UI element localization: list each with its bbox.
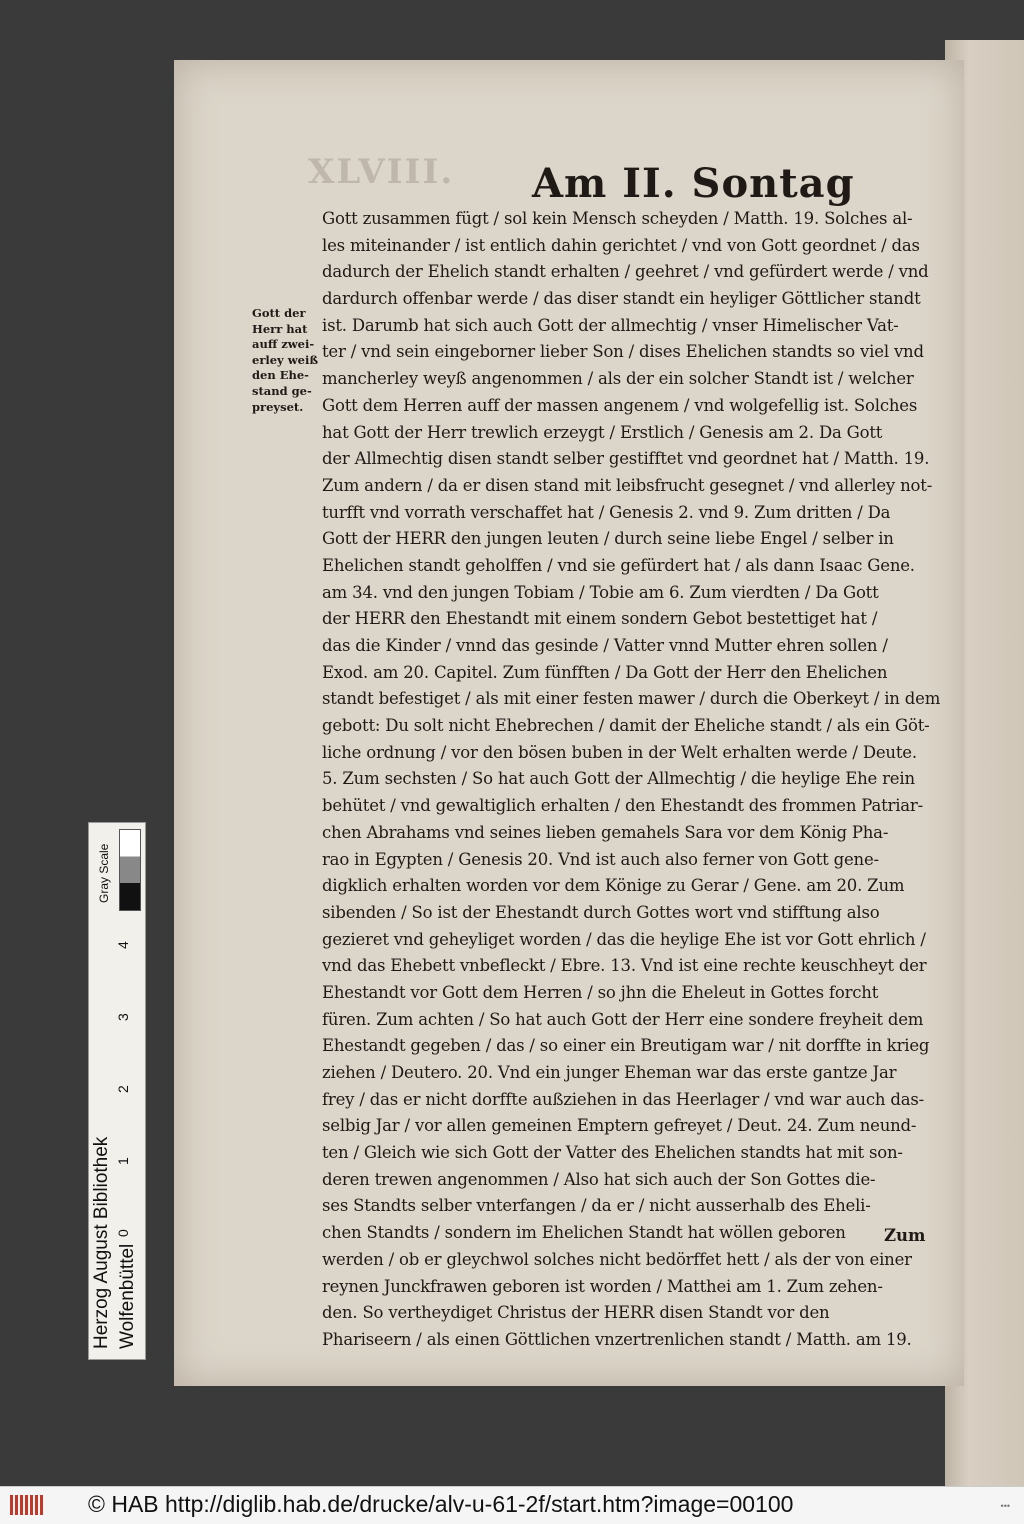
marginal-note-line: erley weiß	[252, 352, 319, 367]
text-line: chen Abrahams vnd seines lieben gemahels Sara vor dem König Pha-	[322, 822, 889, 842]
body-text	[322, 206, 942, 1354]
marginal-note-line: Gott der	[252, 306, 306, 320]
marginal-note-line: den Ehe-	[252, 368, 309, 383]
gray-scale-label: Gray Scale	[97, 843, 111, 903]
text-line: dadurch der Ehelich standt erhalten / geehret / vnd gefürdert werde / vnd	[322, 262, 929, 282]
ruler-tick-label: 1	[115, 1157, 131, 1165]
library-name: Herzog August Bibliothek	[91, 1136, 112, 1349]
text-line: chen Standts / sondern im Ehelichen Standt hat wöllen geboren	[322, 1223, 846, 1243]
text-line: Gott zusammen fügt / sol kein Mensch scheyden / Matth. 19. Solches al-	[322, 209, 913, 228]
ruler-tick-label: 2	[115, 1085, 131, 1093]
ruler-tick-label: 4	[115, 941, 131, 949]
text-line: gezieret vnd geheyliget worden / das die heylige Ehe ist vor Gott ehrlich /	[322, 929, 926, 949]
text-line: den. So vertheydiget Christus der HERR disen Standt vor den	[322, 1303, 830, 1323]
text-line: füren. Zum achten / So hat auch Gott der Herr eine sondere freyheit dem	[322, 1009, 924, 1029]
marginal-note	[252, 306, 322, 415]
text-line: ist. Darumb hat sich auch Gott der allmechtig / vnser Himelischer Vat-	[322, 315, 899, 335]
text-line: am 34. vnd den jungen Tobiam / Tobie am 6. Zum vierdten / Da Gott	[322, 582, 879, 602]
text-line: selbig Jar / vor allen gemeinen Emptern gefreyet / Deut. 24. Zum neund-	[322, 1116, 917, 1136]
text-line: hat Gott der Herr trewlich erzeygt / Erstlich / Genesis am 2. Da Gott	[322, 422, 883, 442]
catchword: Zum	[884, 1226, 926, 1245]
text-line: mancherley weyß angenommen / als der ein solcher Standt ist / welcher	[322, 369, 914, 389]
text-line: Ehestandt vor Gott dem Herren / so jhn die Eheleut in Gottes forcht	[322, 982, 879, 1002]
text-line: Gott der HERR den jungen leuten / durch seine liebe Engel / selber in	[322, 529, 894, 549]
ruler-tick-label: 3	[115, 1013, 131, 1021]
viewer-footer	[0, 1486, 1024, 1524]
marginal-note-line: auff zwei-	[252, 337, 315, 352]
marginal-note-line: stand ge-	[252, 383, 312, 398]
gray-scale-swatches	[119, 829, 141, 911]
text-line: Phariseern / als einen Göttlichen vnzertrenlichen standt / Matth. am 19.	[322, 1329, 912, 1349]
ruler-tick-label: 0	[115, 1229, 131, 1237]
text-line: Zum andern / da er disen stand mit leibsfrucht gesegnet / vnd allerley not-	[322, 475, 933, 495]
text-line: deren trewen angenommen / Also hat sich auch der Son Gottes die-	[322, 1169, 876, 1189]
copyright-url[interactable]: © HAB http://diglib.hab.de/drucke/alv-u-61-2f/start.htm?image=00100	[88, 1491, 794, 1517]
text-line: turfft vnd vorrath verschaffet hat / Genesis 2. vnd 9. Zum dritten / Da	[322, 502, 891, 522]
text-line: vnd das Ehebett vnbefleckt / Ebre. 13. Vnd ist eine rechte keuschheyt der	[322, 956, 927, 976]
text-line: 5. Zum sechsten / So hat auch Gott der Allmechtig / die heylige Ehe rein	[322, 769, 915, 789]
text-line: behütet / vnd gewaltiglich erhalten / den Ehestandt des frommen Patriar-	[322, 796, 923, 816]
color-scale-bar	[88, 822, 146, 1360]
text-line: reynen Junckfrawen geboren ist worden / Matthei am 1. Zum zehen-	[322, 1276, 883, 1296]
text-line: rao in Egypten / Genesis 20. Vnd ist auch also ferner von Gott gene-	[322, 849, 879, 869]
text-line: der HERR den Ehestandt mit einem sondern Gebot bestettiget hat /	[322, 609, 878, 629]
text-line: ten / Gleich wie sich Gott der Vatter des Ehelichen standts hat mit son-	[322, 1143, 903, 1163]
text-line: das die Kinder / vnnd das gesinde / Vatter vnnd Mutter ehren sollen /	[322, 636, 888, 655]
text-line: les miteinander / ist entlich dahin gerichtet / vnd von Gott geordnet / das	[322, 235, 920, 255]
library-city: Wolfenbüttel	[117, 1243, 138, 1349]
text-line: Gott dem Herren auff der massen angenem / vnd wolgefellig ist. Solches	[322, 395, 918, 415]
text-line: standt befestiget / als mit einer festen mawer / durch die Oberkeyt / in dem	[322, 689, 941, 709]
text-line: Ehestandt gegeben / das / so einer ein Breutigam war / nit dorffte in krieg	[322, 1036, 930, 1056]
text-line: gebott: Du solt nicht Ehebrechen / damit der Eheliche standt / als ein Göt-	[322, 716, 930, 736]
text-line: dardurch offenbar werde / das diser standt ein heyliger Göttlicher standt	[322, 289, 921, 309]
hab-logo-icon	[10, 1495, 44, 1515]
text-line: ses Standts selber vnterfangen / da er / nicht ausserhalb des Eheli-	[322, 1196, 871, 1216]
page-header: Am II. Sontag	[532, 160, 855, 207]
text-line: frey / das er nicht dorffte außziehen in das Heerlager / vnd war auch das-	[322, 1089, 925, 1109]
text-line: liche ordnung / vor den bösen buben in der Welt erhalten werde / Deute.	[322, 742, 917, 762]
text-line: Exod. am 20. Capitel. Zum fünfften / Da Gott der Herr den Ehelichen	[322, 662, 888, 682]
text-line: ter / vnd sein eingeborner lieber Son / dises Ehelichen standts so viel vnd	[322, 342, 924, 362]
show-through-header: XLVIII.	[308, 152, 455, 192]
text-line: werden / ob er gleychwol solches nicht bedörffet hett / als der von einer	[322, 1249, 912, 1269]
more-icon[interactable]: •••	[1000, 1501, 1010, 1511]
marginal-note-line: Herr hat	[252, 321, 308, 336]
text-line: Ehelichen standt geholffen / vnd sie gefürdert hat / als dann Isaac Gene.	[322, 555, 915, 575]
text-line: der Allmechtig disen standt selber gestifftet vnd geordnet hat / Matth. 19.	[322, 449, 930, 469]
text-line: ziehen / Deutero. 20. Vnd ein junger Eheman war das erste gantze Jar	[322, 1063, 897, 1082]
marginal-note-line: preyset.	[252, 399, 304, 414]
text-line: digklich erhalten worden vor dem Könige zu Gerar / Gene. am 20. Zum	[322, 876, 905, 896]
text-line: sibenden / So ist der Ehestandt durch Gottes wort vnd stifftung also	[322, 902, 880, 922]
ruler	[113, 919, 141, 1265]
